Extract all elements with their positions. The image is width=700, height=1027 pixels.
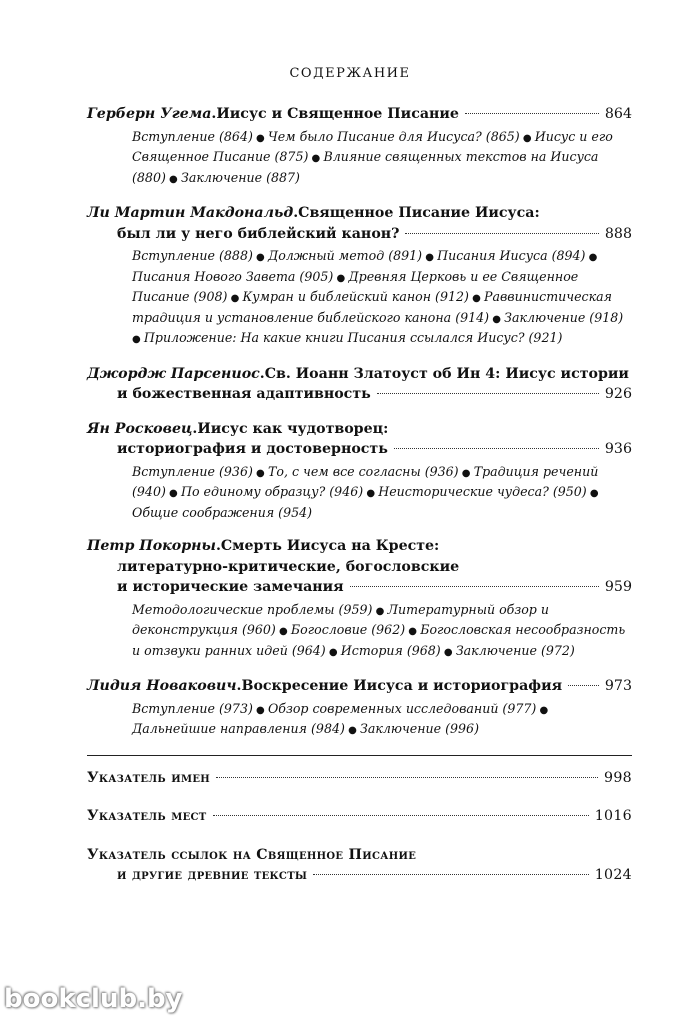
toc-entry[interactable] xyxy=(87,536,632,662)
index-entry[interactable] xyxy=(87,845,632,886)
bullet-separator: ● xyxy=(405,626,421,637)
page-number: 936 xyxy=(604,441,632,457)
bullet-separator: ● xyxy=(308,153,324,164)
subsection-item: Литературный обзор и деконструкция (960) xyxy=(132,601,549,637)
subsection-item: Общие соображения (954) xyxy=(132,504,313,520)
entry-title: литературно-критические, богословские xyxy=(117,558,460,575)
entry-title: Иисус и Священное Писание xyxy=(216,106,459,122)
page-number: 1016 xyxy=(594,808,632,824)
index-entry[interactable] xyxy=(87,768,632,789)
entry-title: и другие древние тексты xyxy=(117,867,308,883)
bullet-separator: ● xyxy=(468,293,484,304)
toc-heading-line xyxy=(87,768,632,789)
subsection-item: То, с чем все согласны (936) xyxy=(267,463,459,479)
bullet-separator: ● xyxy=(275,626,291,637)
subsection-item: Вступление (936) xyxy=(132,463,253,479)
dot-leader xyxy=(465,113,599,114)
subsection-item: История (968) xyxy=(340,642,441,658)
toc-entry[interactable] xyxy=(87,676,632,741)
entry-title: историография и достоверность xyxy=(117,441,388,457)
dot-leader xyxy=(213,815,589,816)
subsection-item: Заключение (918) xyxy=(504,309,624,325)
bullet-separator: ● xyxy=(519,132,535,144)
toc-heading-line: Джордж Парсениос . Св. Иоанн Златоуст об Ин 4: Иисус истории xyxy=(87,364,632,385)
toc-heading-line: Ли Мартин Макдональд . Священное Писание Иисуса: xyxy=(87,203,632,224)
entry-author: Лидия Новакович xyxy=(87,678,237,694)
page-number: 888 xyxy=(604,225,632,242)
entry-author: Петр Покорны xyxy=(87,538,216,554)
toc-entry[interactable] xyxy=(87,419,632,523)
bullet-separator: ● xyxy=(489,313,505,325)
subsection-item: Неисторические чудеса? (950) xyxy=(378,484,587,499)
toc-heading-line xyxy=(87,224,632,245)
page-title: СОДЕРЖАНИЕ xyxy=(289,66,411,81)
page-number: 864 xyxy=(604,106,632,122)
subsection-item: Писания Нового Завета (905) xyxy=(132,268,334,284)
toc-entry[interactable] xyxy=(87,364,632,405)
dot-leader xyxy=(377,393,599,394)
entry-title: Воскресение Иисуса и историография xyxy=(241,678,563,694)
table-of-contents xyxy=(87,104,632,904)
bullet-separator: ● xyxy=(586,488,599,499)
toc-heading-line xyxy=(87,557,632,578)
entry-subsections xyxy=(132,128,632,190)
dot-leader xyxy=(405,233,598,234)
bullet-separator: ● xyxy=(165,173,181,185)
toc-heading-line xyxy=(87,439,632,460)
dot-leader xyxy=(216,777,598,778)
toc-heading-line: Ян Росковец . Иисус как чудотворец: xyxy=(87,419,632,440)
entry-title: Иисус как чудотворец: xyxy=(197,420,389,437)
subsection-item: Иисус и его Священное Писание (875) xyxy=(132,128,613,164)
subsection-item: Раввинистическая традиция и установление библейского канона (914) xyxy=(132,289,612,325)
entry-title: Священное Писание Иисуса: xyxy=(298,205,540,221)
subsection-item: Должный метод (891) xyxy=(267,248,423,263)
entry-title: Указатель имен xyxy=(87,769,210,786)
bullet-separator: ● xyxy=(227,293,243,304)
subsection-item: Приложение: На какие книги Писания ссылался Иисус? (921) xyxy=(143,330,563,345)
bullet-separator: ● xyxy=(585,252,598,263)
entry-subsections xyxy=(132,463,632,523)
bullet-separator: ● xyxy=(333,272,349,284)
entry-subsections xyxy=(132,601,632,663)
bullet-separator: ● xyxy=(325,646,341,658)
entry-title: был ли у него библейский канон? xyxy=(117,225,400,242)
bullet-separator: ● xyxy=(422,252,438,263)
toc-heading-line xyxy=(87,384,632,405)
toc-heading-line xyxy=(87,577,632,598)
entry-subsections xyxy=(132,247,632,350)
subsection-item: Богословская несообразность и отзвуки ранних идей (964) xyxy=(132,622,626,658)
page-number: 926 xyxy=(604,386,632,402)
entry-title: и исторические замечания xyxy=(117,579,344,595)
subsection-item: Обзор современных исследований (977) xyxy=(267,700,537,716)
bullet-separator: ● xyxy=(165,488,181,499)
page-number: 1024 xyxy=(594,867,632,883)
dot-leader xyxy=(394,448,599,449)
subsection-item: Заключение (972) xyxy=(455,642,575,658)
toc-heading-line xyxy=(87,865,632,886)
bullet-separator: ● xyxy=(372,605,388,617)
subsection-item: По единому образцу? (946) xyxy=(180,484,364,499)
entry-title: Указатель ссылок на Священное Писание xyxy=(87,846,417,863)
entry-author: Ли Мартин Макдональд xyxy=(87,205,294,221)
subsection-item: Богословие (962) xyxy=(290,622,406,637)
toc-heading-line xyxy=(87,845,632,866)
entry-title: Смерть Иисуса на Кресте: xyxy=(220,538,440,554)
watermark-logo: bookclub.by xyxy=(4,984,183,1014)
entry-title: и божественная адаптивность xyxy=(117,386,371,402)
page-number: 998 xyxy=(604,769,632,786)
entry-title: Указатель мест xyxy=(87,808,207,824)
entry-subsections xyxy=(132,700,632,741)
toc-heading-line: Петр Покорны . Смерть Иисуса на Кресте: xyxy=(87,536,632,557)
subsection-item: Вступление (864) xyxy=(132,128,253,144)
divider xyxy=(87,755,632,756)
bullet-separator: ● xyxy=(363,488,379,499)
toc-heading-line: Герберн Угема . Иисус и Священное Писание 864 xyxy=(87,104,632,125)
subsection-item: Влияние священных текстов на Иисуса (880) xyxy=(132,149,599,185)
subsection-item: Заключение (996) xyxy=(359,721,479,736)
toc-entry[interactable] xyxy=(87,104,632,189)
subsection-item: Писания Иисуса (894) xyxy=(437,248,586,263)
dot-leader xyxy=(568,685,599,686)
entry-author: Джордж Парсениос xyxy=(87,365,260,382)
subsection-item: Традиция речений (940) xyxy=(132,463,599,499)
page-number: 973 xyxy=(604,678,632,694)
bullet-separator: ● xyxy=(440,646,456,658)
bullet-separator: ● xyxy=(252,467,268,479)
toc-heading-line: Лидия Новакович . Воскресение Иисуса и историография 973 xyxy=(87,676,632,697)
entry-title: Св. Иоанн Златоуст об Ин 4: Иисус истории xyxy=(264,365,629,382)
bullet-separator: ● xyxy=(132,334,144,345)
toc-indexes xyxy=(87,768,632,886)
page-number: 959 xyxy=(604,579,632,595)
subsection-item: Заключение (887) xyxy=(180,169,300,185)
subsection-item: Вступление (888) xyxy=(132,248,253,263)
subsection-item: Методологические проблемы (959) xyxy=(132,601,373,617)
dot-leader xyxy=(313,874,588,875)
bullet-separator: ● xyxy=(344,725,360,736)
subsection-item: Древняя Церковь и ее Священное Писание (908) xyxy=(132,268,579,304)
bullet-separator: ● xyxy=(252,132,268,144)
subsection-item: Вступление (973) xyxy=(132,700,253,716)
toc-heading-line xyxy=(87,806,632,827)
subsection-item: Дальнейшие направления (984) xyxy=(132,721,345,736)
bullet-separator: ● xyxy=(252,704,268,716)
toc-entry[interactable] xyxy=(87,203,632,350)
entry-author: Ян Росковец xyxy=(87,420,193,437)
bullet-separator: ● xyxy=(536,704,549,716)
entry-author: Герберн Угема xyxy=(87,106,212,122)
bullet-separator: ● xyxy=(458,467,474,479)
subsection-item: Кумран и библейский канон (912) xyxy=(242,289,469,304)
toc-entries xyxy=(87,104,632,741)
subsection-item: Чем было Писание для Иисуса? (865) xyxy=(267,128,520,144)
index-entry[interactable] xyxy=(87,806,632,827)
dot-leader xyxy=(350,586,599,587)
bullet-separator: ● xyxy=(252,252,268,263)
